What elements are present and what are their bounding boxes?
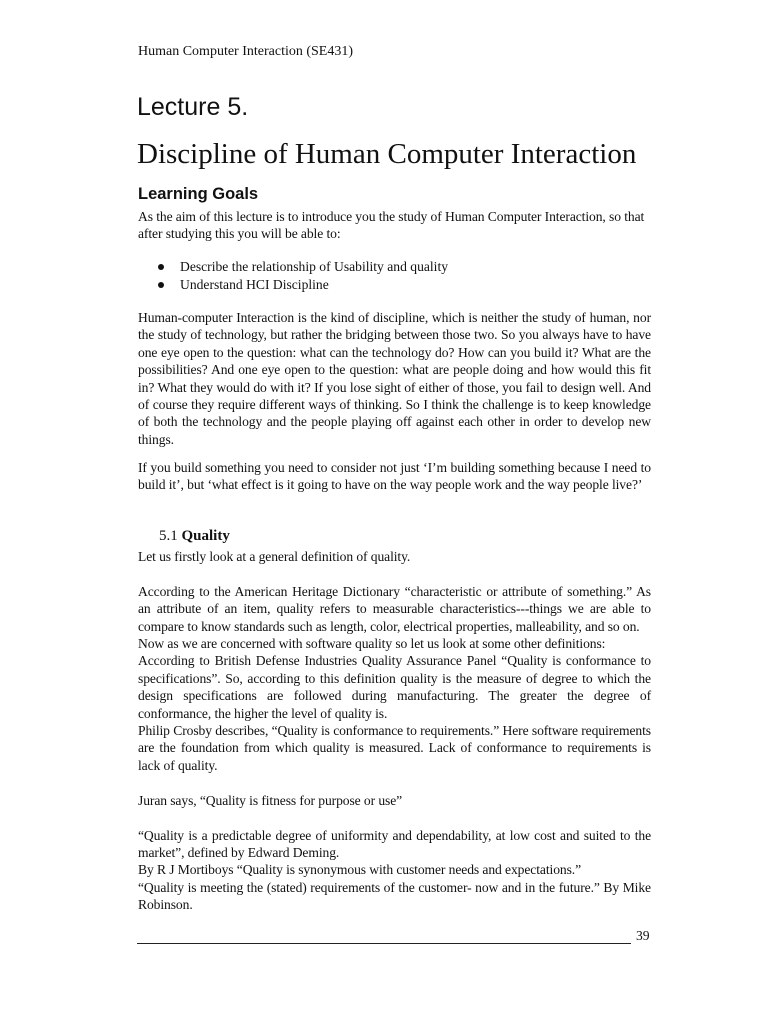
lecture-number: Lecture 5. <box>137 93 249 121</box>
list-item-text: Understand HCI Discipline <box>180 277 329 292</box>
paragraph: Now as we are concerned with software quality so let us look at some other definitions: <box>138 636 606 652</box>
section-number: 5.1 <box>159 528 178 544</box>
paragraph: Juran says, “Quality is fitness for purpose or use” <box>138 792 403 808</box>
section-heading <box>159 526 230 546</box>
list-item <box>138 258 651 276</box>
page-header: Human Computer Interaction (SE431) <box>138 44 354 59</box>
paragraph: According to the American Heritage Dictionary “characteristic or attribute of something.” As an attribute of an item, quality refers to measurable characteristics---things we are able to compare to know standards such as length, color, electrical properties, malleability, and so on. <box>138 583 651 634</box>
footer-divider <box>137 943 631 944</box>
list-item <box>138 276 651 294</box>
paragraph: “Quality is a predictable degree of uniformity and dependability, at low cost and suited to the market”, defined by Edward Deming. <box>138 827 651 860</box>
paragraph: According to British Defense Industries Quality Assurance Panel “Quality is conformance to specifications”. So, according to this definition quality is the measure of degree to which the design specifications are followed during manufacturing. The greater the degree of conformance, the higher the level of quality is. <box>138 653 651 721</box>
bullet-icon <box>158 282 164 288</box>
blank-line <box>138 565 651 582</box>
page-number: 39 <box>636 928 650 943</box>
learning-goals-list <box>138 258 651 294</box>
page-title: Discipline of Human Computer Interaction <box>137 138 637 170</box>
paragraph: Let us firstly look at a general definition of quality. <box>138 549 411 564</box>
build-paragraph: If you build something you need to consider not just ‘I’m building something because I need to build it’, but ‘what effect is it going to have on the way people work and the way people live?’ <box>138 460 651 493</box>
learning-goals-heading: Learning Goals <box>138 185 259 203</box>
intro-paragraph: As the aim of this lecture is to introduce you the study of Human Computer Interaction, so that after studying this you will be able to: <box>138 209 645 242</box>
section-name: Quality <box>181 528 230 544</box>
list-item-text: Describe the relationship of Usability and quality <box>180 259 449 274</box>
blank-line <box>138 774 651 791</box>
bullet-icon <box>158 264 164 270</box>
build-paragraph-block <box>138 459 651 494</box>
hci-paragraph-block <box>138 309 651 448</box>
learning-goals-intro <box>138 208 651 243</box>
paragraph: “Quality is meeting the (stated) requirements of the customer- now and in the future.” By Mike Robinson. <box>138 879 651 913</box>
paragraph: Philip Crosby describes, “Quality is conformance to requirements.” Here software requirements are the foundation from which quality is measured. Lack of conformance to requirements is lack of quality. <box>138 723 651 773</box>
quality-section-body <box>138 548 651 914</box>
hci-paragraph: Human-computer Interaction is the kind of discipline, which is neither the study of human, nor the study of technology, but rather the bridging between those two. So you always have to have one eye open to the question: what can the technology do? How can you build it? What are the possibilities? And one eye open to the question: what are people doing and how would this fit in? What they would do with it? If you lose sight of either of those, you fail to design well. And of course they require different ways of thinking. So I think the challenge is to keep knowledge of both the technology and the people playing off against each other in order to develop new things. <box>138 310 651 447</box>
blank-line <box>138 809 651 826</box>
paragraph: By R J Mortiboys “Quality is synonymous with customer needs and expectations.” <box>138 862 582 878</box>
